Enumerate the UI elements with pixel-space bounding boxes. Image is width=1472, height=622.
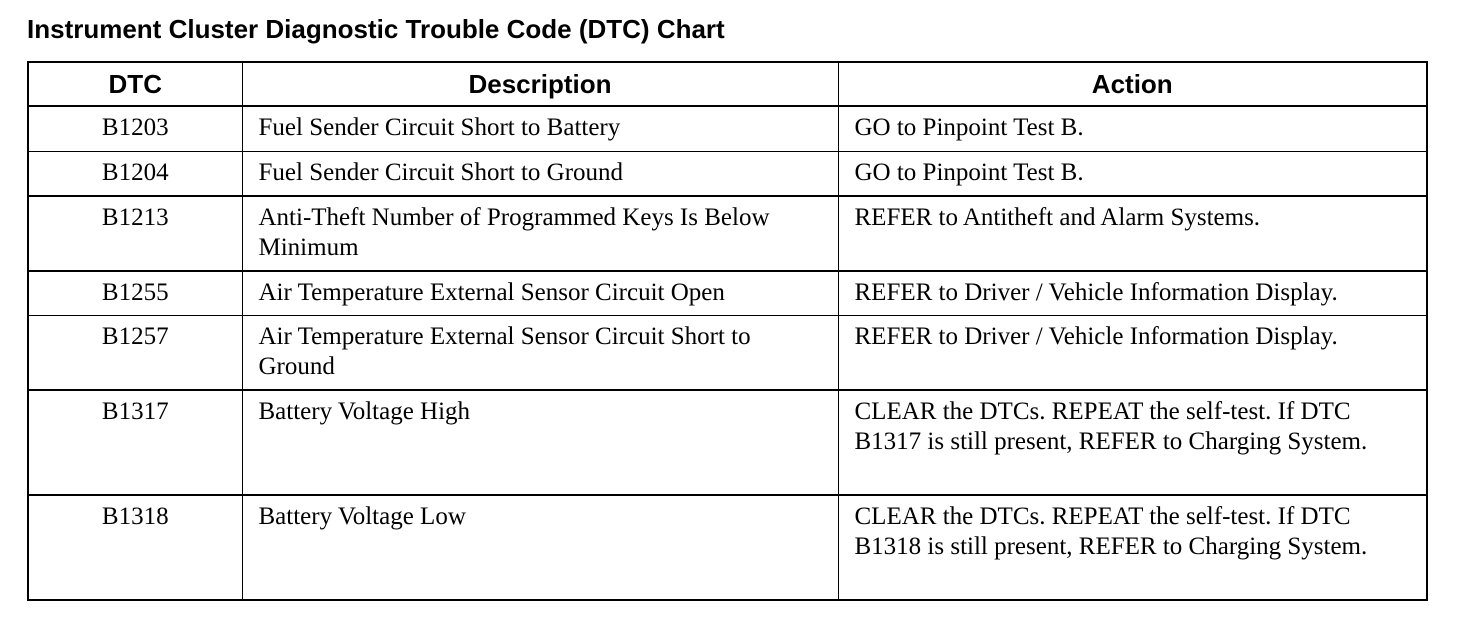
dtc-code-cell: B1204 bbox=[28, 151, 242, 196]
action-cell: GO to Pinpoint Test B. bbox=[838, 151, 1427, 196]
dtc-code-cell: B1203 bbox=[28, 106, 242, 151]
table-row bbox=[28, 495, 1427, 600]
description-cell: Anti-Theft Number of Programmed Keys Is Below Minimum bbox=[242, 196, 838, 271]
dtc-code-cell: B1317 bbox=[28, 390, 242, 495]
dtc-code-cell: B1213 bbox=[28, 196, 242, 271]
dtc-chart-table bbox=[27, 61, 1428, 601]
description-cell: Battery Voltage Low bbox=[242, 495, 838, 600]
dtc-code-cell: B1255 bbox=[28, 271, 242, 316]
table-row bbox=[28, 151, 1427, 196]
description-cell: Battery Voltage High bbox=[242, 390, 838, 495]
action-cell: REFER to Antitheft and Alarm Systems. bbox=[838, 196, 1427, 271]
table-header-row bbox=[28, 62, 1427, 106]
table-row bbox=[28, 390, 1427, 495]
dtc-code-cell: B1257 bbox=[28, 316, 242, 391]
table-row bbox=[28, 196, 1427, 271]
column-header-action: Action bbox=[838, 62, 1427, 106]
table-row bbox=[28, 316, 1427, 391]
action-cell: CLEAR the DTCs. REPEAT the self-test. If DTC B1317 is still present, REFER to Charging System. bbox=[838, 390, 1427, 495]
action-cell: CLEAR the DTCs. REPEAT the self-test. If DTC B1318 is still present, REFER to Charging System. bbox=[838, 495, 1427, 600]
action-cell: REFER to Driver / Vehicle Information Display. bbox=[838, 271, 1427, 316]
description-cell: Air Temperature External Sensor Circuit Short to Ground bbox=[242, 316, 838, 391]
action-cell: GO to Pinpoint Test B. bbox=[838, 106, 1427, 151]
description-cell: Air Temperature External Sensor Circuit Open bbox=[242, 271, 838, 316]
column-header-dtc: DTC bbox=[28, 62, 242, 106]
table-row bbox=[28, 106, 1427, 151]
action-cell: REFER to Driver / Vehicle Information Display. bbox=[838, 316, 1427, 391]
table-row bbox=[28, 271, 1427, 316]
description-cell: Fuel Sender Circuit Short to Ground bbox=[242, 151, 838, 196]
column-header-description: Description bbox=[242, 62, 838, 106]
dtc-code-cell: B1318 bbox=[28, 495, 242, 600]
description-cell: Fuel Sender Circuit Short to Battery bbox=[242, 106, 838, 151]
page-title: Instrument Cluster Diagnostic Trouble Code (DTC) Chart bbox=[27, 14, 725, 44]
